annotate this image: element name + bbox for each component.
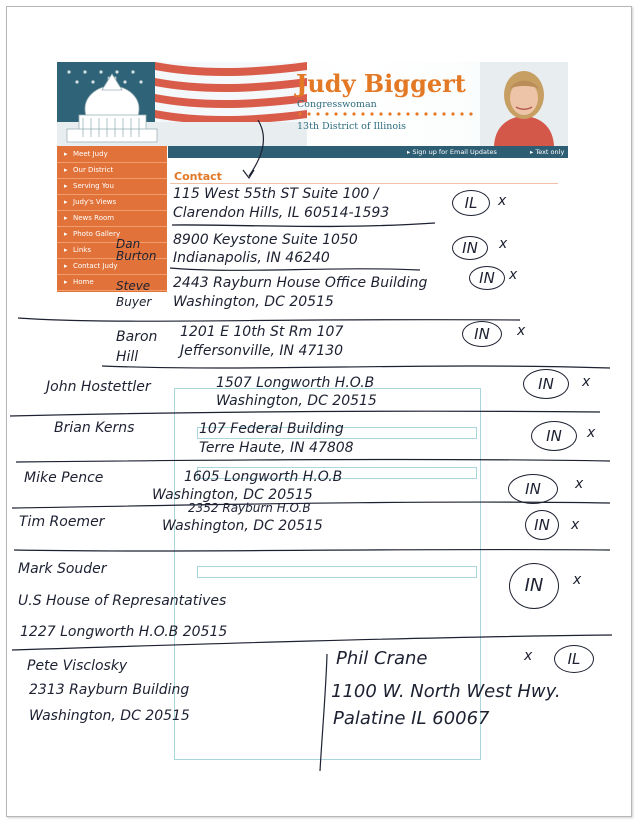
entry-5-address-line-1: 1507 Longworth H.O.B [216, 375, 375, 391]
entry-3-state-circle: IN [469, 266, 505, 290]
entry-7-address-line-2: Washington, DC 20515 [152, 487, 313, 503]
menu-arrow-icon: ▸ [64, 214, 68, 222]
entry-1-address-line-2: Clarendon Hills, IL 60514-1593 [173, 205, 390, 221]
entry-2-check: x [499, 236, 508, 252]
menu-arrow-icon: ▸ [64, 230, 68, 238]
page-heading: Contact [174, 170, 222, 183]
entry-1-check: x [498, 193, 507, 209]
entry-2-address-line-2: Indianapolis, IN 46240 [173, 250, 330, 266]
congresswoman-name: Judy Biggert [296, 69, 466, 98]
entry-10-address-line-1: 2313 Rayburn Building [29, 682, 190, 698]
menu-judys-views[interactable]: ▸ Judy's Views [57, 194, 167, 211]
entry-6-check: x [587, 425, 596, 441]
entry-6-address-line-2: Terre Haute, IN 47808 [199, 440, 354, 456]
entry-6-address-line-1: 107 Federal Building [199, 421, 344, 437]
entry-10-address-line-2: Washington, DC 20515 [29, 708, 190, 724]
menu-arrow-icon: ▸ [64, 150, 68, 158]
entry-7-state-circle: IN [508, 474, 558, 504]
entry-2-name: Dan Burton [116, 237, 157, 263]
entry-9-name: Mark Souder [18, 561, 107, 577]
entry-8-address-line-1: 2352 Rayburn H.O.B [188, 501, 311, 515]
entry-2-address-line-1: 8900 Keystone Suite 1050 [173, 232, 358, 248]
congresswoman-title: Congresswoman [297, 99, 377, 110]
entry-2-state-circle: IN [452, 236, 488, 260]
menu-arrow-icon: ▸ [64, 262, 68, 270]
district-label: 13th District of Illinois [297, 121, 407, 132]
entry-4-check: x [517, 323, 526, 339]
entry-4-state-circle: IN [462, 321, 502, 347]
entry-11-name: Phil Crane [336, 648, 428, 669]
entry-3-name: Steve Buyer [116, 279, 152, 309]
entry-8-check: x [571, 517, 580, 533]
menu-arrow-icon: ▸ [64, 246, 68, 254]
menu-serving-you[interactable]: ▸ Serving You [57, 178, 167, 195]
menu-our-district[interactable]: ▸ Our District [57, 162, 167, 179]
entry-3-address-line-2: Washington, DC 20515 [173, 294, 334, 310]
menu-arrow-icon: ▸ [64, 198, 68, 206]
entry-7-name: Mike Pence [24, 470, 104, 486]
entry-3-check: x [509, 267, 518, 283]
menu-arrow-icon: ▸ [64, 278, 68, 286]
entry-8-name: Tim Roemer [19, 514, 105, 530]
menu-news-room[interactable]: ▸ News Room [57, 210, 167, 227]
entry-3-address-line-1: 2443 Rayburn House Office Building [173, 275, 428, 291]
entry-9-address-line-2: 1227 Longworth H.O.B 20515 [20, 624, 228, 640]
menu-arrow-icon: ▸ [64, 166, 68, 174]
entry-6-name: Brian Kerns [54, 420, 135, 436]
entry-5-address-line-2: Washington, DC 20515 [216, 393, 377, 409]
entry-11-check: x [524, 648, 533, 664]
menu-home[interactable]: ▸ Home [57, 274, 167, 291]
entry-7-address-line-1: 1605 Longworth H.O.B [184, 469, 343, 485]
entry-5-state-circle: IN [523, 369, 569, 399]
entry-9-check: x [573, 572, 582, 588]
entry-4-address-line-1: 1201 E 10th St Rm 107 [180, 324, 344, 340]
entry-10-name: Pete Visclosky [27, 658, 128, 674]
entry-7-check: x [575, 476, 584, 492]
menu-links[interactable]: ▸ Links [57, 242, 167, 259]
entry-5-check: x [582, 374, 591, 390]
entry-5-name: John Hostettler [46, 379, 151, 395]
entry-8-address-line-2: Washington, DC 20515 [162, 518, 323, 534]
menu-meet-judy[interactable]: ▸ Meet Judy [57, 146, 167, 163]
entry-11-address-line-2: Palatine IL 60067 [333, 708, 490, 729]
email-updates-link[interactable]: ▸ Sign up for Email Updates [407, 148, 497, 156]
entry-1-address-line-1: 115 West 55th ST Suite 100 / [173, 186, 379, 202]
text-only-link[interactable]: ▸ Text only [530, 148, 565, 156]
menu-arrow-icon: ▸ [64, 182, 68, 190]
entry-1-state-circle: IL [452, 190, 490, 216]
entry-8-state-circle: IN [525, 510, 559, 540]
menu-contact-judy[interactable]: ▸ Contact Judy [57, 258, 167, 275]
entry-6-state-circle: IN [531, 421, 577, 451]
entry-4-name: Baron Hill [116, 329, 158, 365]
entry-11-state-circle: IL [554, 645, 594, 673]
entry-11-address-line-1: 1100 W. North West Hwy. [331, 681, 561, 702]
entry-4-address-line-2: Jeffersonville, IN 47130 [180, 343, 344, 359]
menu-photo-gallery[interactable]: ▸ Photo Gallery [57, 226, 167, 243]
entry-9-address-line-1: U.S House of Represantatives [18, 593, 227, 609]
entry-9-state-circle: IN [509, 563, 559, 609]
